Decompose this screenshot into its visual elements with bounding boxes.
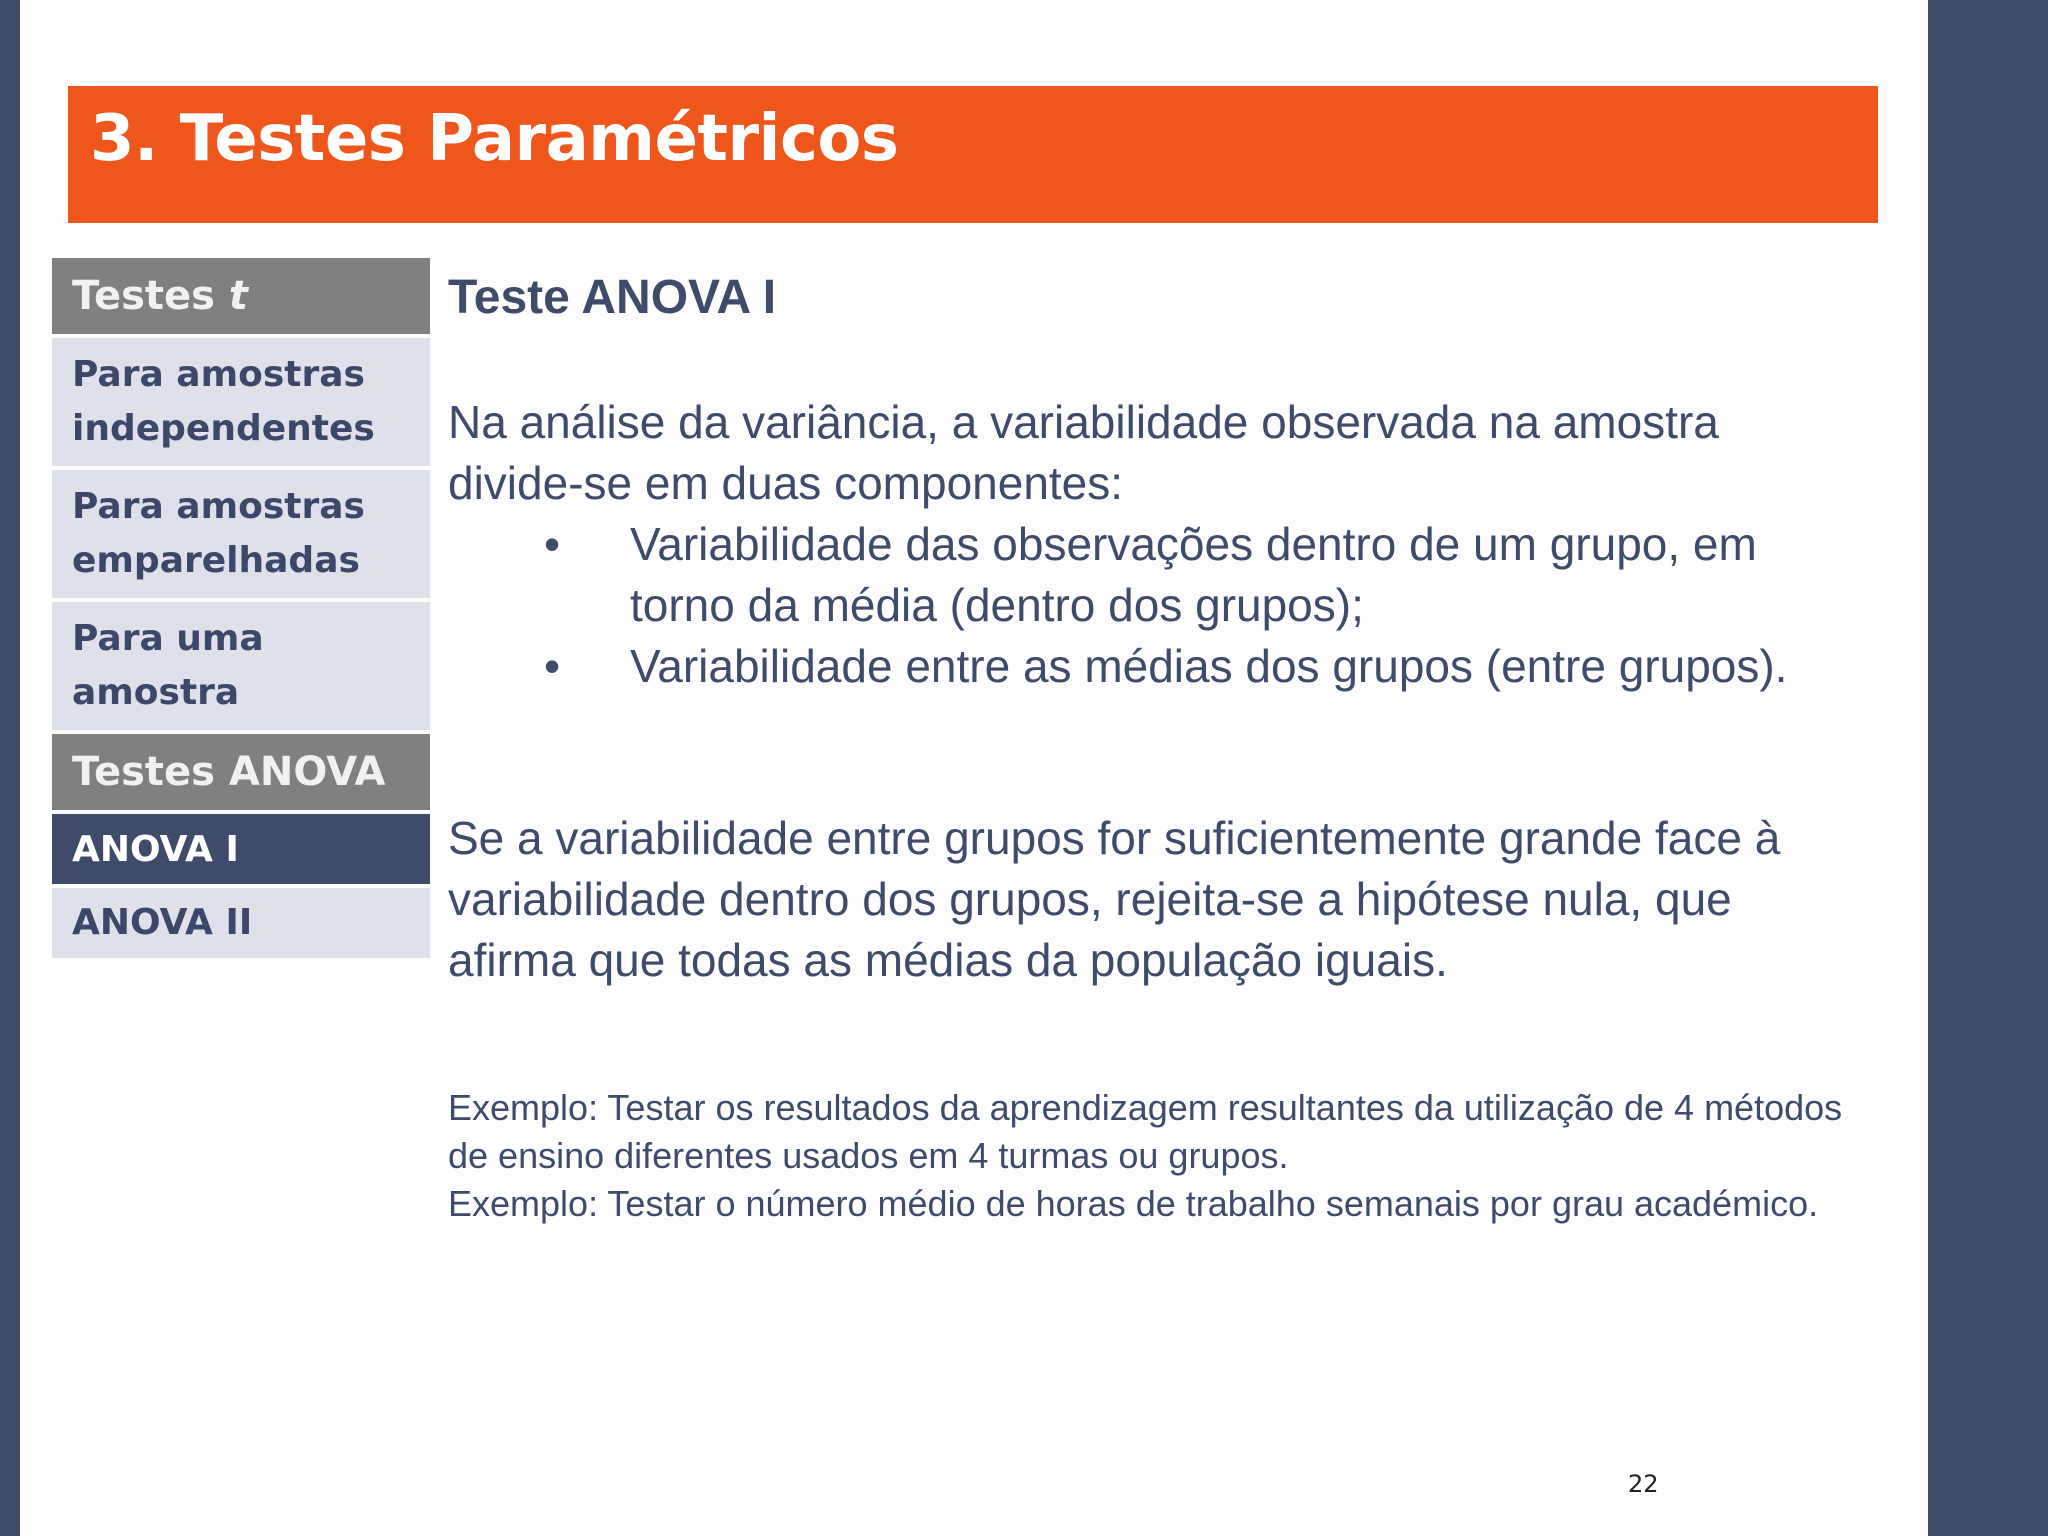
nav-header-testes-t-italic: t xyxy=(228,273,249,319)
slide xyxy=(20,0,1928,1536)
slide-title: 3. Testes Paramétricos xyxy=(90,102,899,176)
nav-item-label: Para uma amostra xyxy=(72,618,264,713)
bullet-dot: • xyxy=(544,518,561,570)
nav-item-anova-i[interactable] xyxy=(52,814,430,884)
nav-item-independentes[interactable] xyxy=(52,338,430,466)
page-number: 22 xyxy=(1628,1470,1659,1498)
section-nav xyxy=(52,258,430,962)
nav-item-label: ANOVA II xyxy=(72,902,253,943)
bullet-item xyxy=(448,636,1850,697)
bullet-item xyxy=(448,514,1850,636)
nav-item-emparelhadas[interactable] xyxy=(52,470,430,598)
nav-item-uma-amostra[interactable] xyxy=(52,602,430,730)
nav-item-label: Para amostras independentes xyxy=(72,354,375,449)
bullet-text: Variabilidade das observações dentro de um grupo, em torno da média (dentro dos grupos); xyxy=(630,518,1757,631)
nav-item-label: Para amostras emparelhadas xyxy=(72,486,365,581)
nav-item-anova-ii[interactable] xyxy=(52,888,430,958)
nav-header-testes-t[interactable] xyxy=(52,258,430,334)
title-bar xyxy=(68,86,1878,223)
examples-block xyxy=(448,1084,1868,1228)
example-line: Exemplo: Testar os resultados da aprendizagem resultantes da utilização de 4 métodos de ensino diferentes usados em 4 turmas ou grupos. xyxy=(448,1087,1843,1176)
nav-item-label: ANOVA I xyxy=(72,828,239,870)
nav-header-testes-t-label: Testes xyxy=(72,273,215,319)
bullet-text: Variabilidade entre as médias dos grupos (entre grupos). xyxy=(630,640,1788,692)
conclusion-paragraph: Se a variabilidade entre grupos for suficientemente grande face à variabilidade dentro dos grupos, rejeita-se a hipótese nula, que afirma que todas as médias da população iguais. xyxy=(448,812,1781,986)
nav-header-testes-anova[interactable] xyxy=(52,734,430,810)
intro-paragraph: Na análise da variância, a variabilidade observada na amostra divide-se em duas componentes: xyxy=(448,396,1719,509)
nav-header-testes-anova-label: Testes ANOVA xyxy=(72,749,386,795)
content-heading: Teste ANOVA I xyxy=(448,271,777,324)
bullet-list xyxy=(448,514,1850,697)
example-line: Exemplo: Testar o número médio de horas de trabalho semanais por grau académico. xyxy=(448,1183,1819,1224)
bullet-dot: • xyxy=(544,640,561,692)
